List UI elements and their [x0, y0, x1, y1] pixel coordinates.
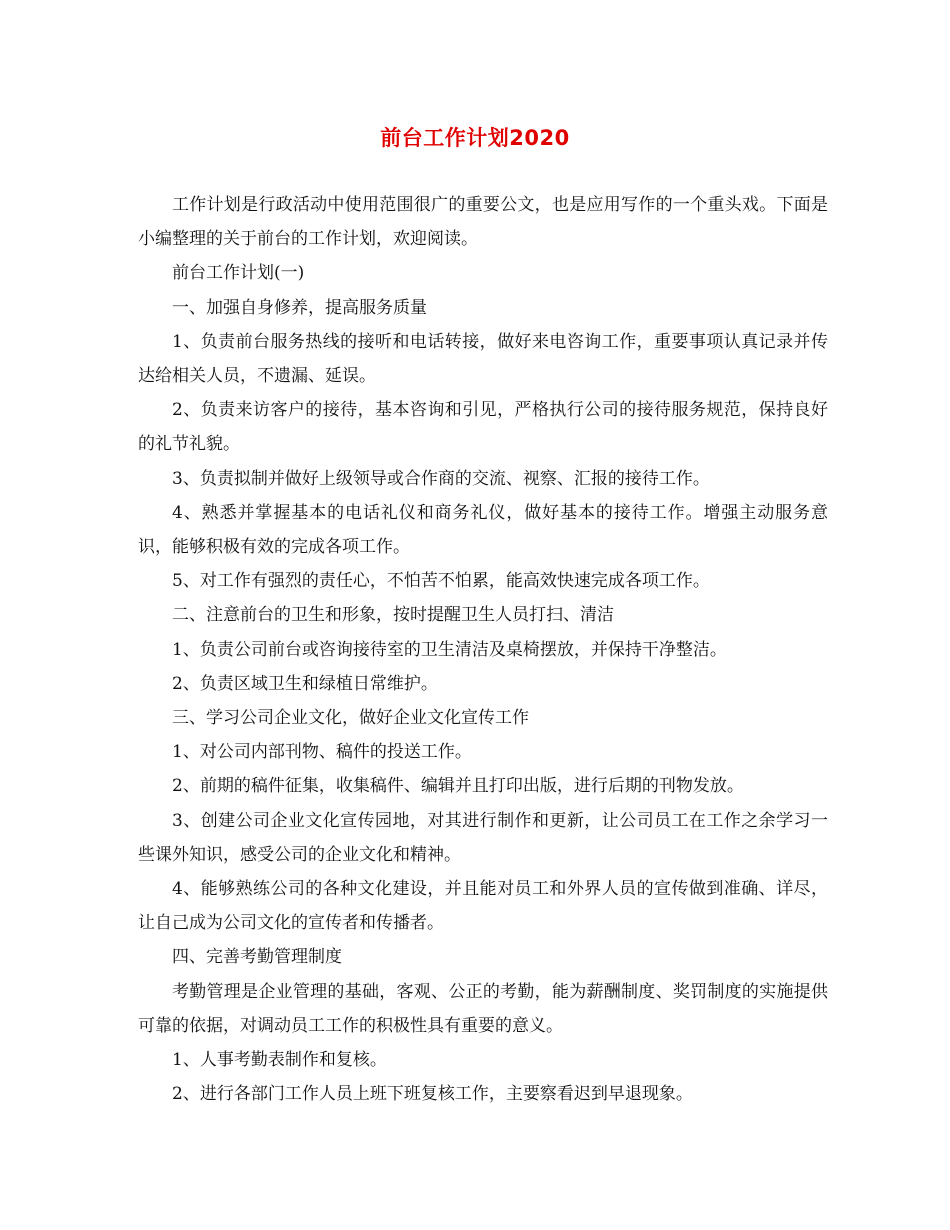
list-item: 2、负责来访客户的接待，基本咨询和引见，严格执行公司的接待服务规范，保持良好的礼节礼貌。: [138, 400, 828, 455]
heading-2: 二、注意前台的卫生和形象，按时提醒卫生人员打扫、清洁: [172, 605, 614, 626]
list-item: 5、对工作有强烈的责任心，不怕苦不怕累，能高效快速完成各项工作。: [172, 571, 710, 592]
heading-4: 四、完善考勤管理制度: [172, 947, 342, 968]
paragraph-attendance: 考勤管理是企业管理的基础，客观、公正的考勤，能为薪酬制度、奖罚制度的实施提供可靠的依据，对调动员工工作的积极性具有重要的意义。: [138, 981, 828, 1036]
list-item: 2、负责区域卫生和绿植日常维护。: [172, 673, 438, 694]
document-body: [138, 188, 828, 1111]
list-item: 4、能够熟练公司的各种文化建设，并且能对员工和外界人员的宣传做到准确、详尽，让自己成为公司文化的宣传者和传播者。: [138, 879, 828, 934]
document-title: 前台工作计划2020: [380, 126, 570, 150]
heading-3: 三、学习公司企业文化，做好企业文化宣传工作: [172, 708, 529, 729]
list-item: 1、人事考勤表制作和复核。: [172, 1050, 387, 1071]
list-item: 1、负责前台服务热线的接听和电话转接，做好来电咨询工作，重要事项认真记录并传达给相关人员，不遗漏、延误。: [138, 331, 828, 387]
list-item: 4、熟悉并掌握基本的电话礼仪和商务礼仪，做好基本的接待工作。增强主动服务意识，能够积极有效的完成各项工作。: [138, 502, 828, 558]
list-item: 1、对公司内部刊物、稿件的投送工作。: [172, 742, 472, 763]
list-item: 2、前期的稿件征集，收集稿件、编辑并且打印出版，进行后期的刊物发放。: [172, 776, 744, 797]
list-item: 3、负责拟制并做好上级领导或合作商的交流、视察、汇报的接待工作。: [172, 468, 710, 489]
heading-1: 一、加强自身修养，提高服务质量: [172, 297, 427, 318]
list-item: 3、创建公司企业文化宣传园地，对其进行制作和更新，让公司员工在工作之余学习一些课外知识，感受公司的企业文化和精神。: [138, 810, 828, 865]
section-heading-plan-1: 前台工作计划(一): [172, 263, 305, 284]
list-item: 2、进行各部门工作人员上班下班复核工作，主要察看迟到早退现象。: [172, 1084, 693, 1105]
paragraph-intro: 工作计划是行政活动中使用范围很广的重要公文，也是应用写作的一个重头戏。下面是小编整理的关于前台的工作计划，欢迎阅读。: [138, 195, 828, 250]
list-item: 1、负责公司前台或咨询接待室的卫生清洁及桌椅摆放，并保持干净整洁。: [172, 639, 727, 660]
